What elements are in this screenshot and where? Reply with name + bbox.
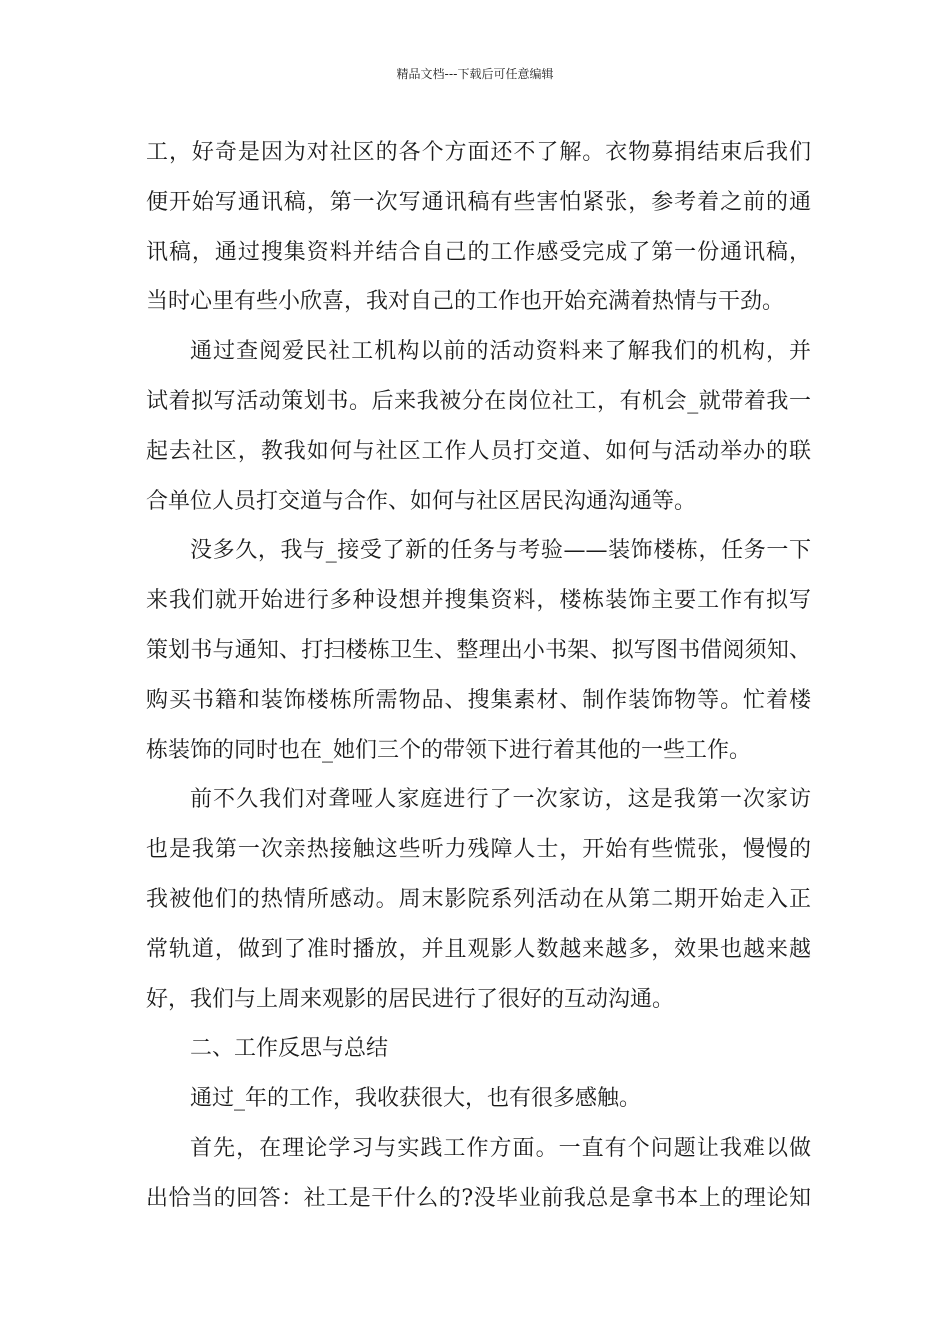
text-line — [146, 377, 811, 427]
text-line-content: 购买书籍和装饰楼栋所需物品、搜集素材、制作装饰物等。忙着楼 — [146, 687, 811, 713]
text-line — [146, 477, 811, 527]
text-line-content: 栋装饰的同时也在_她们三个的带领下进行着其他的一些工作。 — [146, 737, 752, 763]
text-line-content: 没多久，我与_接受了新的任务与考验——装饰楼栋，任务一下 — [190, 538, 811, 564]
text-line — [146, 1174, 811, 1224]
text-line — [146, 1024, 811, 1074]
text-line — [146, 427, 811, 477]
text-line-content: 首先，在理论学习与实践工作方面。一直有个问题让我难以做 — [190, 1135, 811, 1161]
text-line — [146, 925, 811, 975]
text-line-content: 策划书与通知、打扫楼栋卫生、整理出小书架、拟写图书借阅须知、 — [146, 637, 811, 663]
text-line — [146, 277, 811, 327]
text-line-content: 好，我们与上周来观影的居民进行了很好的互动沟通。 — [146, 986, 675, 1012]
text-line-content: 合单位人员打交道与合作、如何与社区居民沟通沟通等。 — [146, 488, 697, 514]
text-line-content: 二、工作反思与总结 — [190, 1036, 389, 1062]
text-line — [146, 1074, 811, 1124]
text-line-content: 来我们就开始进行多种设想并搜集资料，楼栋装饰主要工作有拟写 — [146, 588, 811, 614]
text-line-content: 常轨道，做到了准时播放，并且观影人数越来越多，效果也越来越 — [146, 936, 811, 962]
text-line-content: 便开始写通讯稿，第一次写通讯稿有些害怕紧张，参考着之前的通 — [146, 189, 811, 215]
text-line-content: 通过_年的工作，我收获很大，也有很多感触。 — [190, 1086, 642, 1112]
text-line-content: 起去社区，教我如何与社区工作人员打交道、如何与活动举办的联 — [146, 438, 811, 464]
text-line — [146, 676, 811, 726]
page-header: 精品文档---下载后可任意编辑 — [396, 67, 554, 81]
text-line — [146, 178, 811, 228]
text-line-content: 试着拟写活动策划书。后来我被分在岗位社工，有机会_就带着我一 — [146, 388, 811, 414]
text-line-content: 讯稿，通过搜集资料并结合自己的工作感受完成了第一份通讯稿， — [146, 239, 811, 265]
text-line-content: 工，好奇是因为对社区的各个方面还不了解。衣物募捐结束后我们 — [146, 140, 811, 165]
text-line-content: 出恰当的回答：社工是干什么的?没毕业前我总是拿书本上的理论知 — [146, 1185, 811, 1211]
text-line — [146, 576, 811, 626]
text-line-content: 我被他们的热情所感动。周末影院系列活动在从第二期开始走入正 — [146, 886, 811, 912]
text-line-content: 也是我第一次亲热接触这些听力残障人士，开始有些慌张，慢慢的 — [146, 837, 811, 863]
text-line — [146, 128, 811, 178]
text-line-content: 当时心里有些小欣喜，我对自己的工作也开始充满着热情与干劲。 — [146, 289, 785, 315]
text-line — [146, 526, 811, 576]
text-line-content: 前不久我们对聋哑人家庭进行了一次家访，这是我第一次家访 — [190, 787, 811, 813]
text-line — [146, 228, 811, 278]
text-line — [146, 726, 811, 776]
document-body — [146, 128, 811, 1224]
text-line — [146, 775, 811, 825]
text-line — [146, 975, 811, 1025]
text-line — [146, 875, 811, 925]
text-line — [146, 825, 811, 875]
text-line — [146, 327, 811, 377]
text-line — [146, 626, 811, 676]
text-line — [146, 1124, 811, 1174]
text-line-content: 通过查阅爱民社工机构以前的活动资料来了解我们的机构，并 — [190, 339, 811, 365]
